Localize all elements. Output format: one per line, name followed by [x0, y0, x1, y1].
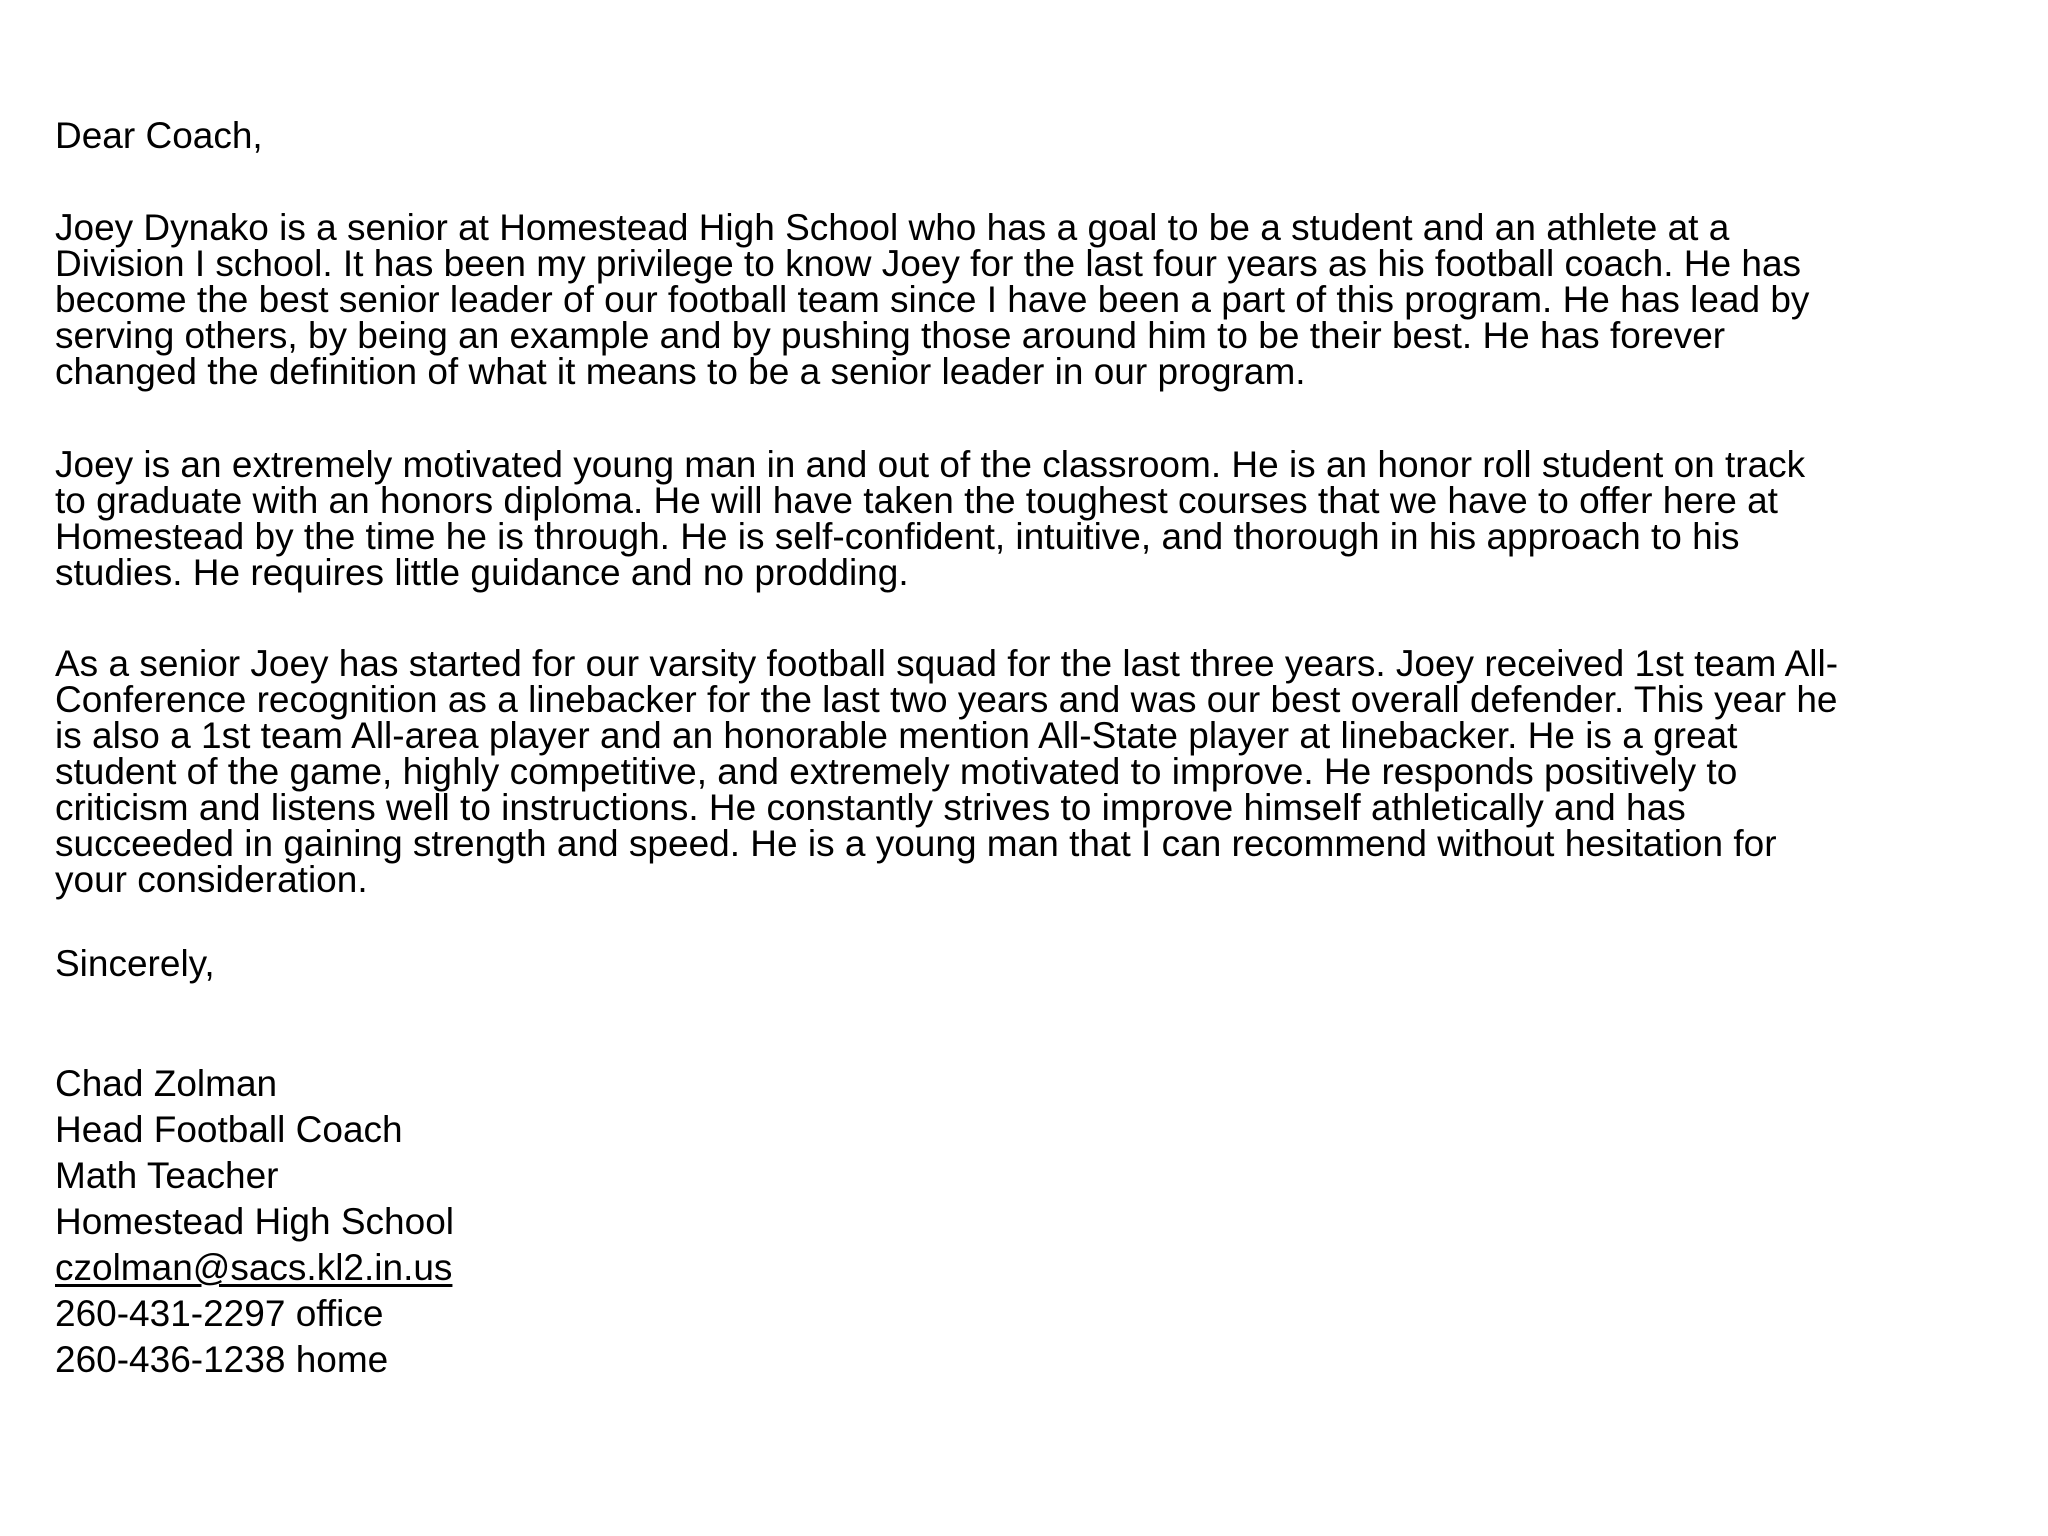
closing: Sincerely, [55, 943, 215, 984]
paragraph-introduction [55, 207, 1810, 392]
paragraph-line: become the best senior leader of our football team since I have been a part of this program. He has lead by [55, 279, 1810, 320]
paragraph-line: student of the game, highly competitive, and extremely motivated to improve. He responds positively to [55, 751, 1738, 792]
paragraph-line: studies. He requires little guidance and no prodding. [55, 552, 909, 593]
paragraph-line: Joey Dynako is a senior at Homestead High School who has a goal to be a student and an athlete at a [55, 207, 1730, 248]
signer-role: Math Teacher [55, 1155, 279, 1196]
paragraph-line: Division I school. It has been my privilege to know Joey for the last four years as his football coach. He has [55, 243, 1802, 284]
paragraph-line: criticism and listens well to instructions. He constantly strives to improve himself athletically and has [55, 787, 1686, 828]
paragraph-line: your consideration. [55, 859, 368, 900]
office-phone: 260-431-2297 office [55, 1293, 384, 1334]
signer-name: Chad Zolman [55, 1063, 278, 1104]
paragraph-line: Homestead by the time he is through. He is self-confident, intuitive, and thorough in his approach to his [55, 516, 1740, 557]
paragraph-line: serving others, by being an example and by pushing those around him to be their best. He has forever [55, 315, 1726, 356]
signer-title: Head Football Coach [55, 1109, 403, 1150]
paragraph-line: As a senior Joey has started for our varsity football squad for the last three years. Joey received 1st team All- [55, 643, 1839, 684]
paragraph-line: to graduate with an honors diploma. He will have taken the toughest courses that we have to offer here at [55, 480, 1778, 521]
paragraph-line: Conference recognition as a linebacker for the last two years and was our best overall defender. This year he [55, 679, 1838, 720]
signature-block [55, 1061, 454, 1383]
letter-page [55, 0, 2015, 1536]
signer-school: Homestead High School [55, 1201, 454, 1242]
paragraph-athletics [55, 643, 1839, 900]
paragraph-academics [55, 444, 1806, 593]
paragraph-line: is also a 1st team All-area player and an honorable mention All-State player at linebacker. He is a great [55, 715, 1738, 756]
home-phone: 260-436-1238 home [55, 1339, 389, 1380]
salutation: Dear Coach, [55, 115, 263, 156]
paragraph-line: changed the definition of what it means to be a senior leader in our program. [55, 351, 1306, 392]
paragraph-line: Joey is an extremely motivated young man in and out of the classroom. He is an honor roll student on track [55, 444, 1806, 485]
email-link[interactable]: czolman@sacs.kl2.in.us [55, 1247, 453, 1288]
paragraph-line: succeeded in gaining strength and speed. He is a young man that I can recommend without hesitation for [55, 823, 1777, 864]
